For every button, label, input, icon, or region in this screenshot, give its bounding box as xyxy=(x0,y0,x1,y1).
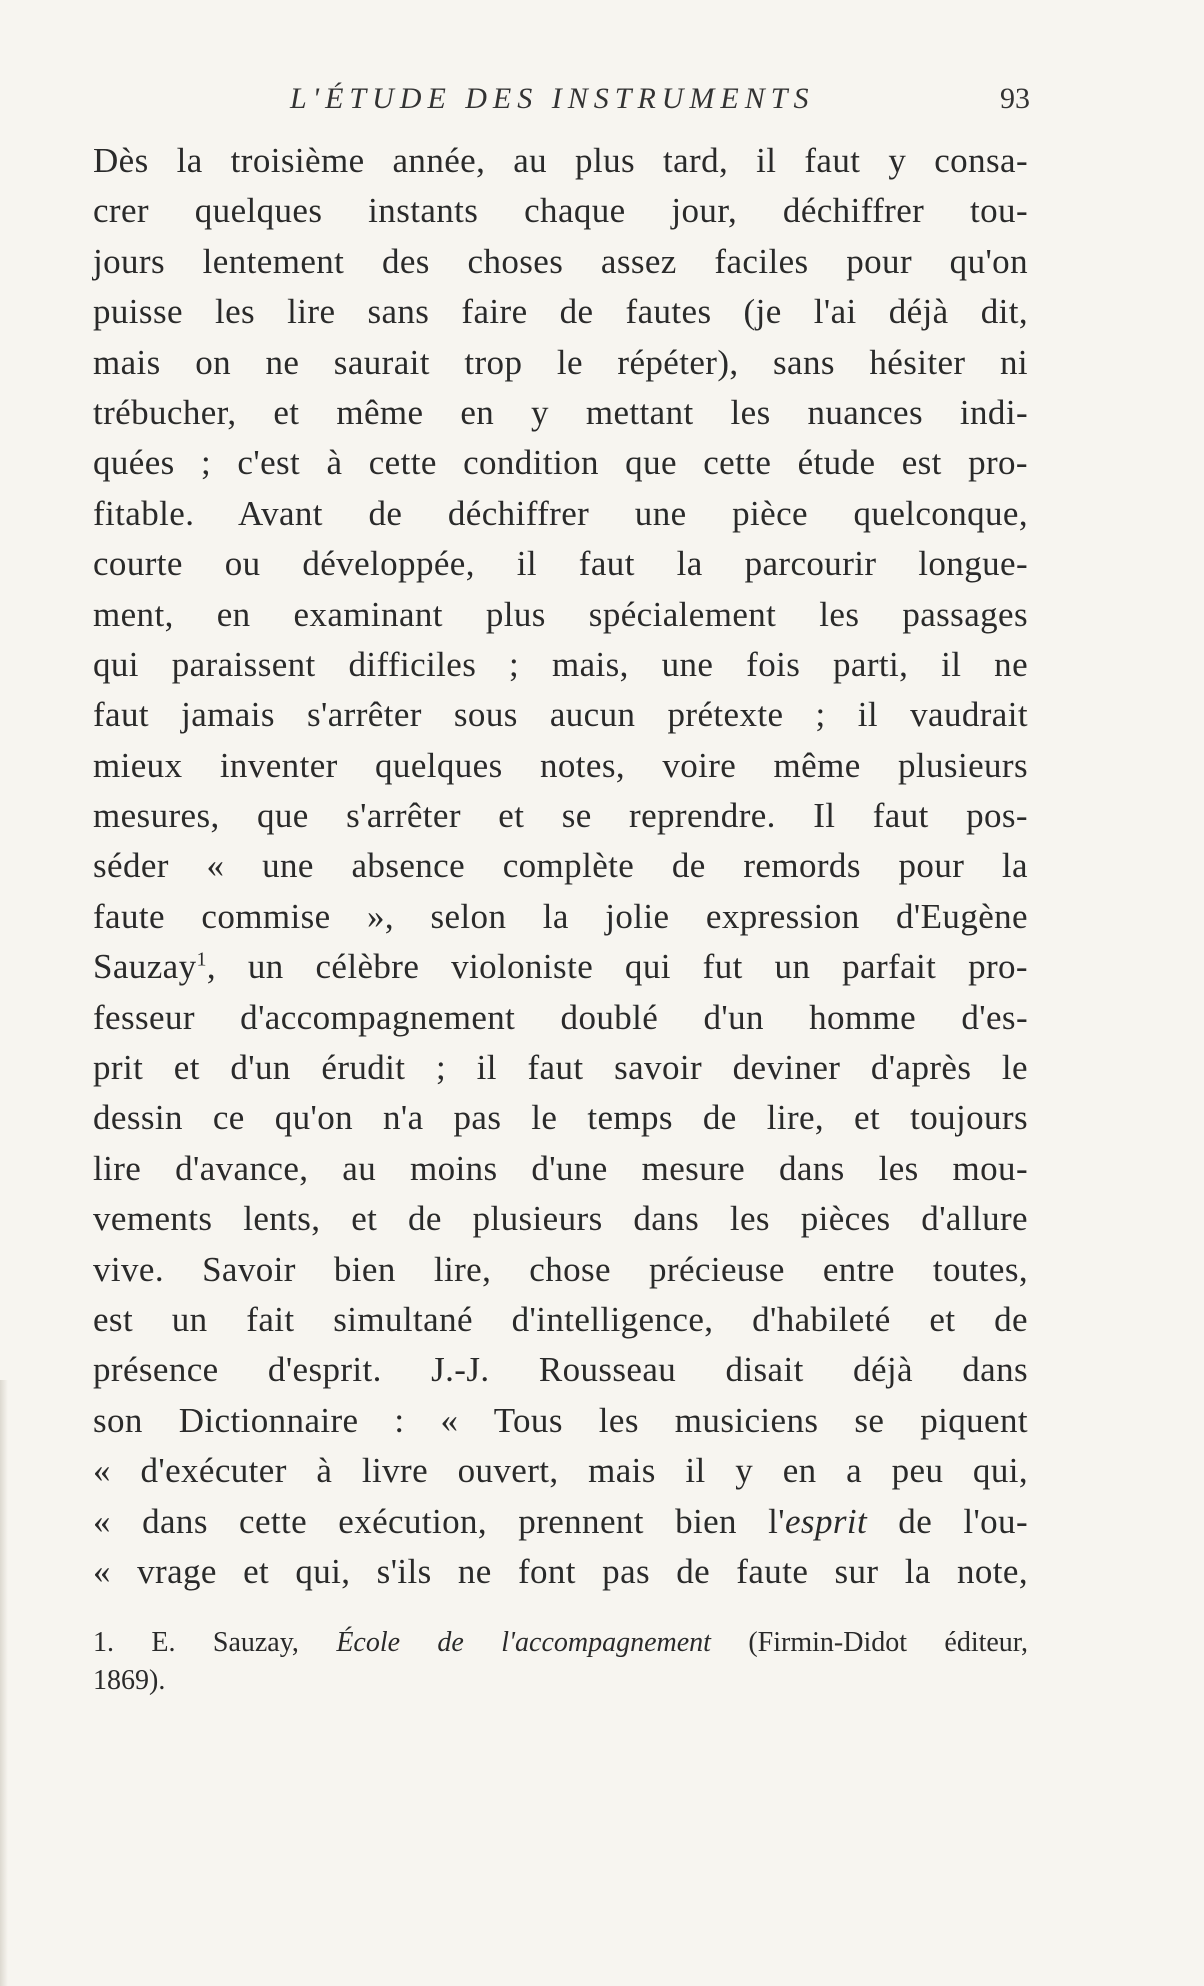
text-line: séder « une absence complète de remords pour la xyxy=(93,846,1028,886)
text-segment: de l'ou- xyxy=(867,1501,1029,1541)
text-line: trébucher, et même en y mettant les nuances indi- xyxy=(93,392,1028,432)
text-line: vive. Savoir bien lire, chose précieuse entre toutes, xyxy=(93,1249,1028,1289)
text-line-with-note xyxy=(93,942,1028,992)
text-line: lire d'avance, au moins d'une mesure dans les mou- xyxy=(93,1148,1028,1188)
text-line: courte ou développée, il faut la parcourir longue- xyxy=(93,544,1028,584)
page-number: 93 xyxy=(1000,82,1030,115)
text-line: crer quelques instants chaque jour, déchiffrer tou- xyxy=(93,191,1028,231)
running-title: L'ÉTUDE DES INSTRUMENTS xyxy=(290,82,815,115)
footnote-title: École de l'accompagnement xyxy=(336,1627,711,1658)
text-line: jours lentement des choses assez faciles pour qu'on xyxy=(93,241,1028,281)
text-line: quées ; c'est à cette condition que cette étude est pro- xyxy=(93,443,1028,483)
body-text xyxy=(93,136,1028,1597)
text-line: fitable. Avant de déchiffrer une pièce quelconque, xyxy=(93,493,1028,533)
footnote xyxy=(93,1624,1028,1700)
text-line: « vrage et qui, s'ils ne font pas de faute sur la note, xyxy=(93,1551,1028,1591)
text-line: mesures, que s'arrêter et se reprendre. Il faut pos- xyxy=(93,796,1028,836)
text-line: ment, en examinant plus spécialement les passages xyxy=(93,594,1028,634)
text-segment: Sauzay xyxy=(93,947,197,987)
text-line: dessin ce qu'on n'a pas le temps de lire, et toujours xyxy=(93,1098,1028,1138)
text-line: vements lents, et de plusieurs dans les pièces d'allure xyxy=(93,1199,1028,1239)
footnote-mark: 1 xyxy=(196,948,207,971)
running-head xyxy=(0,82,1204,122)
text-line: son Dictionnaire : « Tous les musiciens se piquent xyxy=(93,1400,1028,1440)
footnote-publisher: (Firmin-Didot éditeur, xyxy=(748,1627,1029,1658)
text-line: présence d'esprit. J.-J. Rousseau disait déjà dans xyxy=(93,1350,1028,1390)
footnote-number: 1. xyxy=(93,1627,114,1658)
text-line: est un fait simultané d'intelligence, d'habileté et de xyxy=(93,1299,1028,1339)
text-line: qui paraissent difficiles ; mais, une fois parti, il ne xyxy=(93,644,1028,684)
text-line: faute commise », selon la jolie expression d'Eugène xyxy=(93,896,1028,936)
text-segment: « dans cette exécution, prennent bien l' xyxy=(93,1501,785,1541)
italic-word: esprit xyxy=(784,1501,868,1541)
text-line: faut jamais s'arrêter sous aucun prétexte ; il vaudrait xyxy=(93,695,1028,735)
text-line: Dès la troisième année, au plus tard, il faut y consa- xyxy=(93,141,1028,180)
text-line: mais on ne saurait trop le répéter), sans hésiter ni xyxy=(93,342,1028,382)
footnote-line xyxy=(93,1624,1028,1662)
text-line: puisse les lire sans faire de fautes (je l'ai déjà dit, xyxy=(93,292,1028,332)
page-edge-shadow xyxy=(0,1380,8,1986)
text-line: mieux inventer quelques notes, voire même plusieurs xyxy=(93,745,1028,785)
text-line: « d'exécuter à livre ouvert, mais il y en a peu qui, xyxy=(93,1451,1028,1491)
text-line-with-italic xyxy=(93,1497,1028,1547)
text-line: prit et d'un érudit ; il faut savoir deviner d'après le xyxy=(93,1048,1028,1088)
footnote-line: 1869). xyxy=(93,1665,166,1696)
footnote-author: E. Sauzay, xyxy=(151,1627,299,1658)
text-segment: , un célèbre violoniste qui fut un parfait pro- xyxy=(206,947,1028,987)
text-line: fesseur d'accompagnement doublé d'un homme d'es- xyxy=(93,997,1028,1037)
